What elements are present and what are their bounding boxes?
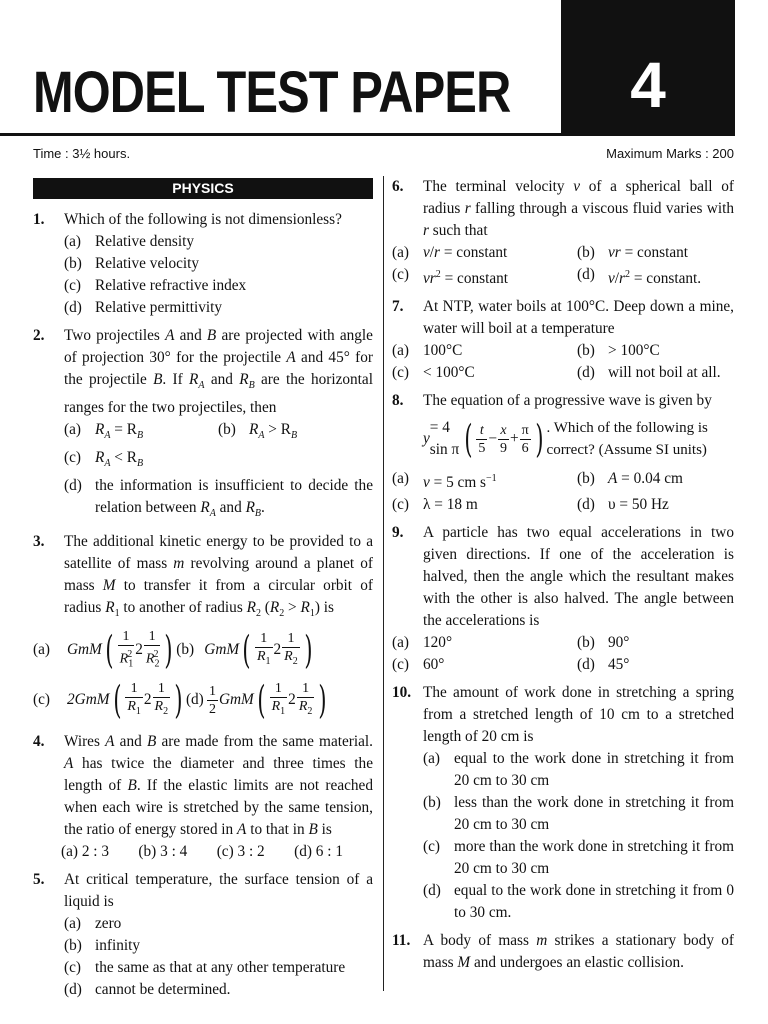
- option-d: (d) cannot be determined.: [64, 981, 231, 999]
- question-stem: The amount of work done in stretching a spring from a stretched length of 10 cm to a stretched length of 20 cm is: [423, 684, 734, 746]
- option-b: (b) $R_A > R_B$: [218, 421, 298, 442]
- question-4: [33, 731, 373, 863]
- question-number: 5.: [33, 871, 45, 889]
- option-d: (d) the information is insufficient to decide the relation between $R_A$ and $R_B$.: [64, 477, 373, 520]
- option-d-label: (d): [185, 691, 204, 709]
- option-d: (d) 45°: [577, 656, 630, 674]
- question-9: [392, 522, 734, 676]
- option-c: (c) 60°: [392, 656, 445, 674]
- question-7: [392, 296, 734, 384]
- option-c: (c) Relative refractive index: [64, 277, 247, 294]
- question-stem: A particle has two equal accelerations in two given directions. If one of the acceleration is halved, then the angle which the resultant makes with the other is also halved. The angle between the accelerations is: [423, 524, 734, 630]
- options-row: [61, 841, 373, 863]
- option-a: (a) equal to the work done in stretching it from 20 cm to 30 cm: [423, 750, 734, 790]
- option-c: (c) λ = 18 m: [392, 496, 478, 514]
- question-number: 8.: [392, 392, 404, 410]
- option-a: (a) Relative density: [64, 233, 194, 250]
- option-c-label: (c): [33, 691, 50, 709]
- option-a: (a) 2 : 3: [61, 843, 110, 861]
- question-stem: Wires A and B are made from the same material. A has twice the diameter and three times the length of B. If the elastic limits are not reached when each wire is stretched by the same tension, the ratio of energy stored in A to that in B is: [64, 733, 373, 839]
- option-a: (a) $R_A = R_B$: [64, 421, 144, 442]
- option-a: (a) 100°C: [392, 342, 463, 360]
- question-6: [392, 176, 734, 290]
- question-11: [392, 930, 734, 974]
- subject-heading: PHYSICS: [33, 178, 373, 199]
- option-b: (b) > 100°C: [577, 342, 660, 360]
- option-d: (d) υ = 50 Hz: [577, 496, 669, 514]
- option-d: (d) equal to the work done in stretching it from 0 to 30 cm.: [423, 882, 734, 922]
- option-b: (b) less than the work done in stretching it from 20 cm to 30 cm: [423, 794, 734, 834]
- question-stem: The terminal velocity v of a spherical ball of radius r falling through a viscous fluid varies with r such that: [423, 178, 735, 239]
- option-row-cd: (c) 2GmM ( $\frac{1}{R_1}$ 2 $\frac{1}{R_2}$ ) (d) $\frac{1}{2}$ GmM ( $\frac{1}{R_1}$ 2 $\frac{1}{R_2}$ ): [33, 678, 327, 723]
- option-d: (d) 6 : 1: [294, 843, 343, 861]
- question-number: 11.: [392, 932, 411, 950]
- question-number: 7.: [392, 298, 404, 316]
- option-b: (b) Relative velocity: [64, 255, 200, 272]
- question-5: [33, 869, 373, 1001]
- question-stem: The additional kinetic energy to be provided to a satellite of mass m revolving around a planet of mass M to transfer it from a circular orbit of radius $R_1$ to another of radius $R_2$ $(R_2 > R_1)$ is: [64, 533, 373, 620]
- paper-number-box: [561, 0, 735, 135]
- option-a: (a) v = 5 cm $s^{-1}$: [392, 470, 497, 492]
- option-c: (c) 3 : 2: [216, 843, 265, 861]
- time-allowed: Time : 3½ hours.: [33, 146, 131, 161]
- question-number: 4.: [33, 733, 45, 751]
- option-d: (d) $v/r^2$ = constant.: [577, 266, 702, 288]
- wave-equation: y = 4 sin π ( $\frac{t}{5}$ − $\frac{x}{9}$ + $\frac{\pi}{6}$ ) . Which of the following is correct? (Assume SI units): [423, 417, 708, 462]
- option-c: (c) < 100°C: [392, 364, 475, 382]
- option-c: (c) $vr^2$ = constant: [392, 266, 509, 288]
- option-row-ab: (a) GmM ( $\frac{1}{R_1^2}$ 2 $\frac{1}{R_2^2}$ ) (b) GmM ( $\frac{1}{R_1}$ 2 $\frac{1}{R_2}$ ): [33, 628, 313, 673]
- option-a: (a) 120°: [392, 634, 453, 652]
- option-b: (b) 3 : 4: [138, 843, 188, 861]
- maximum-marks: Maximum Marks : 200: [606, 146, 734, 161]
- option-b: (b) infinity: [64, 937, 141, 955]
- option-d: (d) Relative permittivity: [64, 299, 223, 316]
- option-c: (c) $R_A < R_B$: [64, 449, 144, 470]
- column-divider: [383, 176, 384, 991]
- question-3: [33, 531, 373, 725]
- question-stem: At critical temperature, the surface tension of a liquid is: [64, 871, 373, 911]
- question-stem: Two projectiles A and B are projected with angle of projection 30° for the projectile A and 45° for the projectile B. If $R_A$ and $R_B$ are the horizontal ranges for the two projectiles, then: [64, 327, 374, 417]
- question-number: 10.: [392, 684, 412, 702]
- option-d: (d) will not boil at all.: [577, 364, 721, 382]
- option-b: (b) A = 0.04 cm: [577, 470, 683, 488]
- header-rule: [0, 133, 735, 136]
- question-2: [33, 325, 373, 525]
- left-column: [33, 178, 373, 1007]
- paper-number: 4: [630, 49, 666, 121]
- question-number: 1.: [33, 211, 45, 228]
- question-number: 9.: [392, 524, 404, 542]
- question-number: 2.: [33, 327, 45, 344]
- option-b: (b) 90°: [577, 634, 630, 652]
- option-c: (c) the same as that at any other temperature: [64, 959, 346, 977]
- question-1: [33, 209, 373, 319]
- option-a: (a) v/r = constant: [392, 244, 508, 261]
- option-c: (c) more than the work done in stretching it from 20 cm to 30 cm: [423, 838, 734, 878]
- question-number: 6.: [392, 178, 404, 195]
- question-stem: The equation of a progressive wave is given by: [423, 392, 712, 410]
- option-b: (b) vr = constant: [577, 244, 689, 261]
- question-stem: Which of the following is not dimensionless?: [64, 211, 342, 228]
- right-column: [392, 176, 734, 980]
- option-b-label: (b): [176, 641, 195, 659]
- question-number: 3.: [33, 533, 45, 551]
- question-8: [392, 390, 734, 516]
- question-stem: At NTP, water boils at 100°C. Deep down a mine, water will boil at a temperature: [423, 298, 734, 338]
- page-title: MODEL TEST PAPER: [33, 60, 511, 125]
- option-a: (a) zero: [64, 915, 122, 933]
- question-stem: A body of mass m strikes a stationary body of mass M and undergoes an elastic collision.: [423, 932, 734, 972]
- option-a-label: (a): [33, 641, 50, 659]
- question-10: [392, 682, 734, 924]
